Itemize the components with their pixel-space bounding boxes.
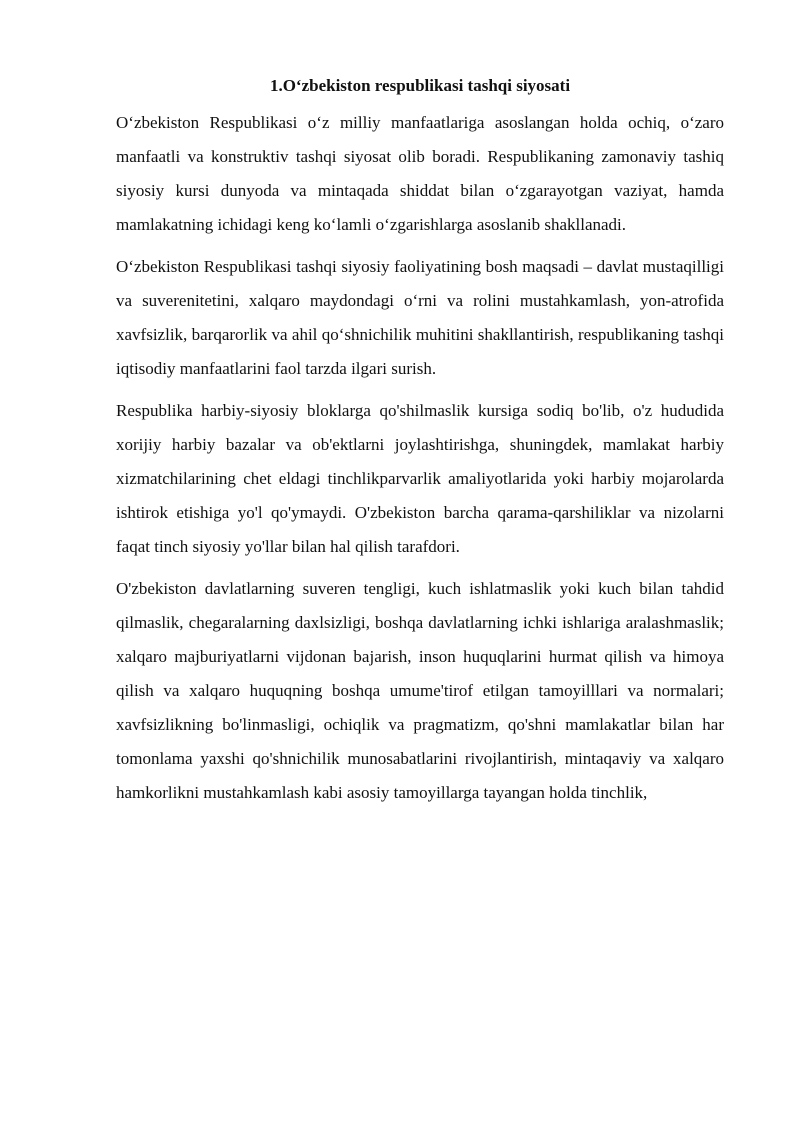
paragraph-3: Respublika harbiy-siyosiy bloklarga qo'shilmaslik kursiga sodiq bo'lib, o'z hududida xorijiy harbiy bazalar va ob'ektlarni joylashtirishga, shuningdek, mamlakat harbiy xizmatchilarining chet eldagi tinchlikparvarlik amaliyotlarida yoki harbiy mojarolarda ishtirok etishiga yo'l qo'ymaydi. O'zbekiston barcha qarama-qarshiliklar va nizolarni faqat tinch siyosiy yo'llar bilan hal qilish tarafdori. bbox=[116, 401, 724, 556]
paragraph-4: O'zbekiston davlatlarning suveren tengligi, kuch ishlatmaslik yoki kuch bilan tahdid qilmaslik, chegaralarning daxlsizligi, boshqa davlatlarning ichki ishlariga aralashmaslik; xalqaro majburiyatlarni vijdonan bajarish, inson huquqlarini hurmat qilish va himoya qilish va xalqaro huquqning boshqa umume'tirof etilgan tamoyilllari va normalari; xavfsizlikning bo'linmasligi, ochiqlik va pragmatizm, qo'shni mamlakatlar bilan har tomonlama yaxshi qo'shnichilik munosabatlarini rivojlantirish, mintaqaviy va xalqaro hamkorlikni mustahkamlash kabi asosiy tamoyillarga tayangan holda tinchlik, bbox=[116, 579, 724, 802]
paragraph-2: O‘zbekiston Respublikasi tashqi siyosiy faoliyatining bosh maqsadi – davlat mustaqilligi va suverenitetini, xalqaro maydondagi o‘rni va rolini mustahkamlash, yon-atrofida xavfsizlik, barqarorlik va ahil qo‘shnichilik muhitini shakllantirish, respublikaning tashqi iqtisodiy manfaatlarini faol tarzda ilgari surish. bbox=[116, 257, 724, 378]
document-body bbox=[116, 72, 724, 818]
paragraph-1: O‘zbekiston Respublikasi o‘z milliy manfaatlariga asoslangan holda ochiq, o‘zaro manfaatli va konstruktiv tashqi siyosat olib boradi. Respublikaning zamonaviy tashiq siyosiy kursi dunyoda va mintaqada shiddat bilan o‘zgarayotgan vaziyat, hamda mamlakatning ichidagi keng ko‘lamli o‘zgarishlarga asoslanib shakllanadi. bbox=[116, 113, 724, 234]
document-title: 1.O‘zbekiston respublikasi tashqi siyosati bbox=[269, 76, 571, 95]
